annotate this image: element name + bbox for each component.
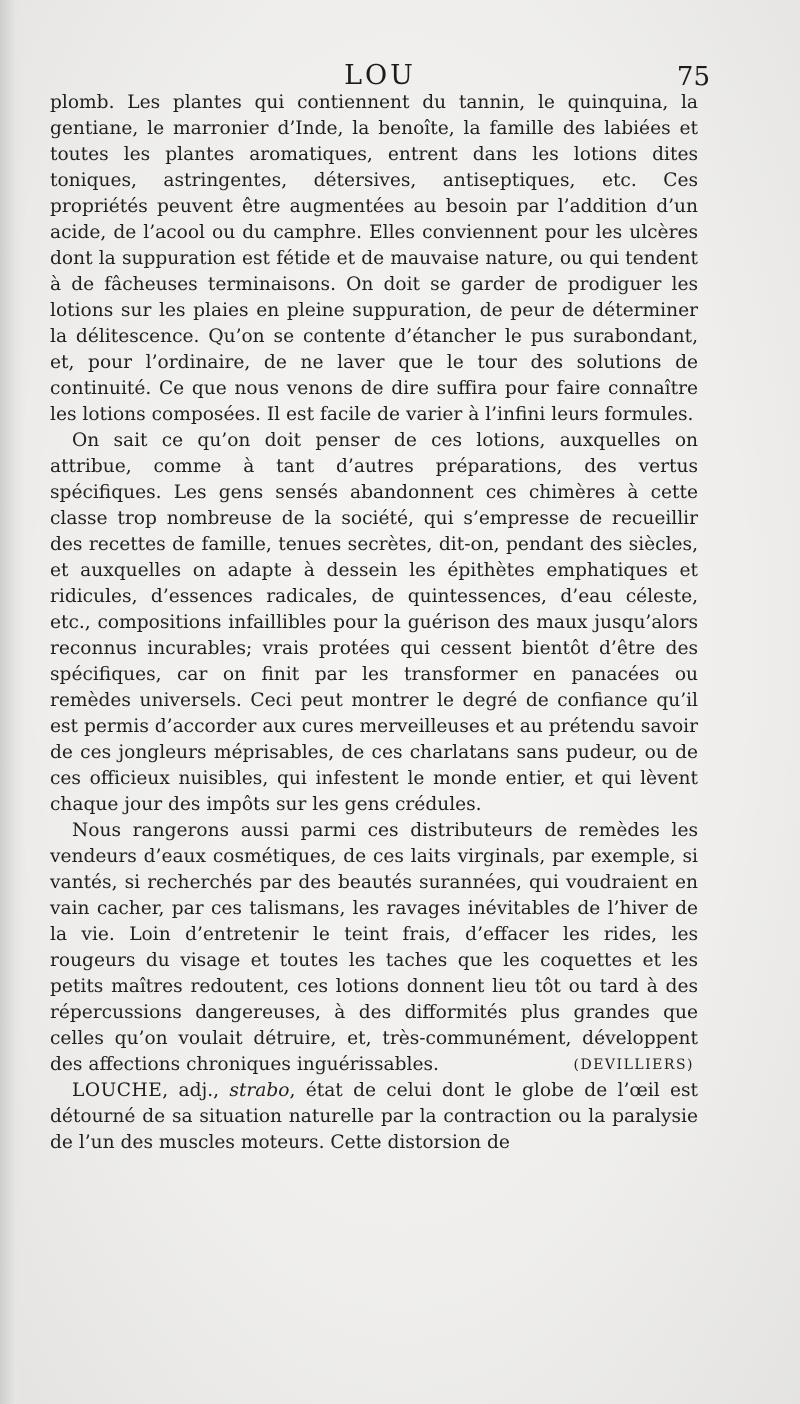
body-text	[50, 90, 698, 1156]
paragraph-eaux-cosmetiques: Nous rangerons aussi parmi ces distributeurs de remèdes les vendeurs d’eaux cosmétiques, de ces laits virginals, par exemple, si vantés, si recherchés par des beautés surannées, qui voudraient en vain cacher, par ces talismans, les ravages inévitables de l’hiver de la vie. Loin d’entretenir le teint frais, d’effacer les rides, les rougeurs du visage et toutes les taches que les coquettes et les petits maîtres redoutent, ces lotions donnent lieu tôt ou tard à des répercussions dangereuses, à des difformités plus grandes que celles qu’on voulait détruire, et, très-communément, développent des affections chroniques inguérissables.	[50, 820, 698, 1075]
entry-latin-term: strabo	[229, 1080, 290, 1101]
dictionary-entry-louche	[50, 1078, 698, 1156]
page-number: 75	[676, 62, 710, 92]
paragraph-lotions-toniques: plomb. Les plantes qui contiennent du tannin, le quinquina, la gentiane, le marronier d’Inde, la benoîte, la famille des labiées et toutes les plantes aromatiques, entrent dans les lotions dites toniques, astringentes, détersives, antiseptiques, etc. Ces propriétés peuvent être augmentées au besoin par l’addition d’un acide, de l’acool ou du camphre. Elles conviennent pour les ulcères dont la suppuration est fétide et de mauvaise nature, ou qui tendent à de fâcheuses terminaisons. On doit se garder de prodiguer les lotions sur les plaies en pleine suppuration, de peur de déterminer la délitescence. Qu’on se contente d’étancher le pus surabondant, et, pour l’ordinaire, de ne laver que le tour des solutions de continuité. Ce que nous venons de dire suffira pour faire connaître les lotions composées. Il est facile de varier à l’infini leurs formules.	[50, 92, 698, 425]
paragraph-vertus-specifiques: On sait ce qu’on doit penser de ces lotions, auxquelles on attribue, comme à tant d’autres préparations, des vertus spécifiques. Les gens sensés abandonnent ces chimères à cette classe trop nombreuse de la société, qui s’empresse de recueillir des recettes de famille, tenues secrètes, dit-on, pendant des siècles, et auxquelles on adapte à dessein les épithètes emphatiques et ridicules, d’essences radicales, de quintessences, d’eau céleste, etc., compositions infaillibles pour la guérison des maux jusqu’alors reconnus incurables; vrais protées qui cessent bientôt d’être des spécifiques, car on finit par les transformer en panacées ou remèdes universels. Ceci peut montrer le degré de confiance qu’il est permis d’accorder aux cures merveilleuses et au prétendu savoir de ces jongleurs méprisables, de ces charlatans sans pudeur, ou de ces officieux nuisibles, qui infestent le monde entier, et qui lèvent chaque jour des impôts sur les gens crédules.	[50, 430, 698, 815]
entry-grammar: , adj.,	[162, 1080, 230, 1101]
running-head: LOU	[344, 60, 416, 91]
page-header	[50, 54, 710, 94]
entry-definition: , état de celui dont le globe de l’œil est détourné de sa situation naturelle par la contraction ou la paralysie de l’un des muscles moteurs. Cette distorsion de	[50, 1080, 698, 1153]
author-signature: (DEVILLIERS)	[573, 1057, 694, 1073]
binding-shadow	[0, 0, 26, 1404]
entry-headword: LOUCHE	[72, 1080, 163, 1101]
